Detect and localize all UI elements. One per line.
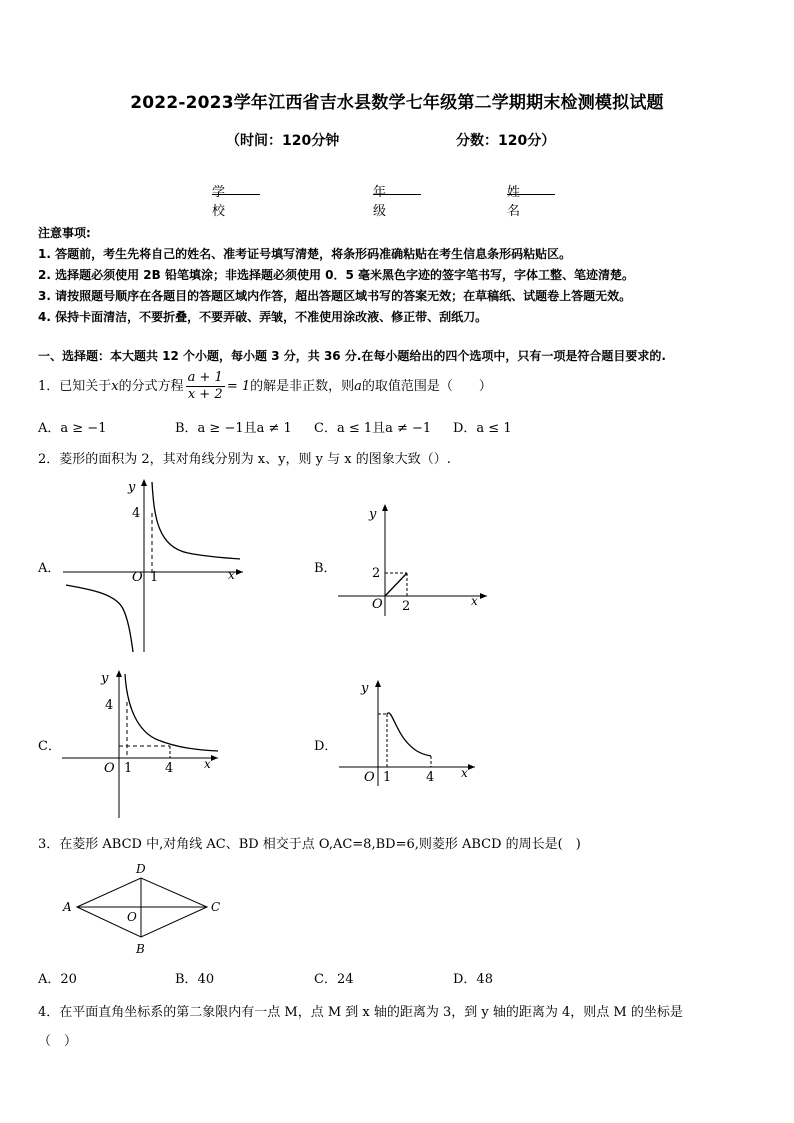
x-axis-arrow-icon <box>236 569 243 575</box>
school-label: 学校 <box>212 185 226 219</box>
hyperbola-branch-left <box>66 585 133 652</box>
tick-4-y: 4 <box>105 698 114 713</box>
tick-1: 1 <box>383 770 392 785</box>
time-limit: （时间：120分钟 <box>226 133 340 149</box>
tick-2-x: 2 <box>402 599 411 614</box>
question-2: 2．菱形的面积为 2，其对角线分别为 x、y，则 y 与 x 的图象大致（）. <box>38 452 451 467</box>
notes-block <box>38 223 634 328</box>
q1-option-b[interactable]: B．a ≥ −1且a ≠ 1 <box>175 421 292 436</box>
point-c-label: C <box>211 900 221 914</box>
question-4-paren: （ ） <box>38 1034 78 1049</box>
tick-2-y: 2 <box>372 566 381 581</box>
q1-denominator: x + 2 <box>187 387 223 402</box>
point-o-label: O <box>127 910 137 924</box>
exam-title: 2022-2023学年江西省吉水县数学七年级第二学期期末检测模拟试题 <box>130 93 664 113</box>
question-3: 3．在菱形 ABCD 中,对角线 AC、BD 相交于点 O,AC=8,BD=6,则菱形 ABCD 的周长是( ) <box>38 837 581 852</box>
line-segment <box>385 573 407 596</box>
q1-text-mid: 的分式方程 <box>118 379 184 394</box>
y-label: y <box>361 681 369 696</box>
q1-equals: = 1 <box>226 379 251 394</box>
x-axis-arrow-icon <box>468 764 475 770</box>
q3-option-c[interactable]: C．24 <box>314 972 354 987</box>
y-axis-arrow-icon <box>375 680 381 687</box>
q2-graph-b <box>335 502 490 620</box>
y-label: y <box>101 671 109 686</box>
origin-label: O <box>104 761 115 776</box>
q1-numerator: a + 1 <box>187 370 223 385</box>
section-heading: 一、选择题：本大题共 12 个小题，每小题 3 分，共 36 分.在每小题给出的四个选项中，只有一项是符合题目要求的. <box>38 349 666 363</box>
note-item: 1. 答题前，考生先将自己的姓名、准考证号填写清楚，将条形码准确粘贴在考生信息条形码粘贴区。 <box>38 247 572 261</box>
q1-fraction <box>186 370 225 403</box>
q2-option-d-label[interactable]: D． <box>314 739 338 754</box>
q1-option-c[interactable]: C．a ≤ 1且a ≠ −1 <box>314 421 432 436</box>
x-label: x <box>461 766 468 780</box>
q1-option-d[interactable]: D．a ≤ 1 <box>453 421 512 436</box>
x-axis-arrow-icon <box>211 755 218 761</box>
point-a-label: A <box>63 900 72 914</box>
q3-option-b[interactable]: B．40 <box>175 972 215 987</box>
q2-option-a-label[interactable]: A． <box>38 561 61 576</box>
origin-label: O <box>132 570 143 585</box>
q1-text-pre: 1．已知关于 <box>38 379 112 394</box>
grade-label: 年级 <box>373 185 387 219</box>
q2-option-b-label[interactable]: B． <box>314 561 337 576</box>
q3-option-d[interactable]: D．48 <box>453 972 493 987</box>
tick-1: 1 <box>150 570 159 585</box>
note-item: 2. 选择题必须使用 2B 铅笔填涂；非选择题必须使用 0．5 毫米黑色字迹的签字笔书写，字体工整、笔迹清楚。 <box>38 268 634 282</box>
x-label: x <box>204 757 211 771</box>
y-axis-arrow-icon <box>141 479 147 486</box>
hyperbola-curve <box>125 674 218 751</box>
x-label: x <box>471 594 478 608</box>
q3-rhombus-figure <box>58 860 228 960</box>
curve-segment <box>387 713 431 756</box>
q2-graph-c <box>58 668 223 820</box>
hyperbola-branch-right <box>152 482 240 559</box>
tick-4: 4 <box>426 770 435 785</box>
question-4: 4．在平面直角坐标系的第二象限内有一点 M，点 M 到 x 轴的距离为 3，到 y 轴的距离为 4，则点 M 的坐标是 <box>38 1005 683 1020</box>
q3-option-a[interactable]: A．20 <box>38 972 77 987</box>
y-label: y <box>369 507 377 522</box>
y-axis-arrow-icon <box>116 670 122 677</box>
y-label: y <box>128 480 136 495</box>
name-label: 姓名 <box>507 185 521 219</box>
point-b-label: B <box>136 942 145 956</box>
point-d-label: D <box>136 862 146 876</box>
note-item: 3. 请按照题号顺序在各题目的答题区域内作答，超出答题区域书写的答案无效；在草稿纸、试题卷上答题无效。 <box>38 289 632 303</box>
name-blank <box>507 181 555 195</box>
tick-4: 4 <box>132 506 141 521</box>
tick-4-x: 4 <box>165 761 174 776</box>
q1-text-post1: 的解是非正数，则 <box>250 379 355 394</box>
tick-1: 1 <box>124 761 133 776</box>
y-axis-arrow-icon <box>382 504 388 511</box>
q1-var-x: x <box>111 379 119 394</box>
q2-graph-a <box>58 477 248 655</box>
q1-var-a: a <box>354 379 362 394</box>
question-1 <box>38 370 492 403</box>
q2-option-c-label[interactable]: C． <box>38 739 61 754</box>
grade-blank <box>373 181 421 195</box>
school-blank <box>212 181 260 195</box>
q1-option-a[interactable]: A．a ≥ −1 <box>38 421 107 436</box>
q1-text-post2: 的取值范围是（ ） <box>361 379 492 394</box>
origin-label: O <box>364 770 375 785</box>
q2-graph-d <box>335 678 480 788</box>
notes-heading: 注意事项: <box>38 226 91 240</box>
total-score: 分数：120分） <box>456 133 556 149</box>
x-axis-arrow-icon <box>480 593 487 599</box>
origin-label: O <box>372 597 383 612</box>
note-item: 4. 保持卡面清洁，不要折叠，不要弄破、弄皱，不准使用涂改液、修正带、刮纸刀。 <box>38 310 488 324</box>
x-label: x <box>228 568 235 582</box>
